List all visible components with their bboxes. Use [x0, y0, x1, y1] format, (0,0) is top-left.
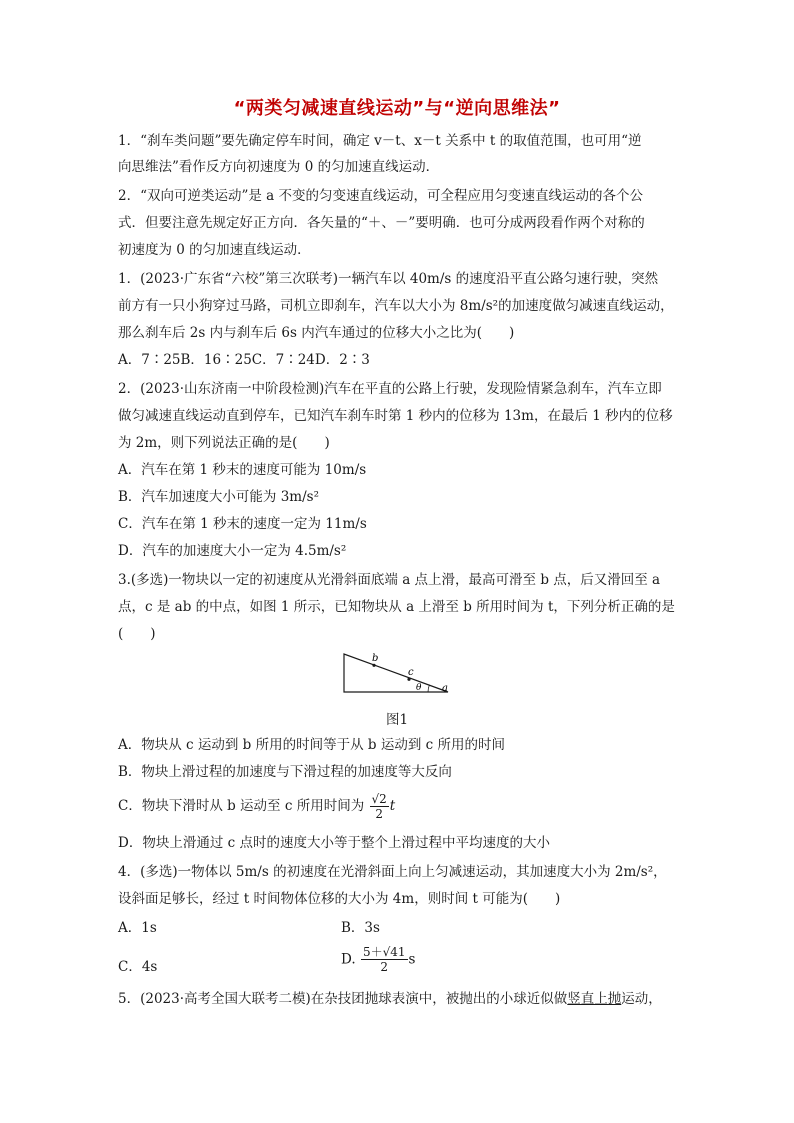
q4-line-1: 4．(多选)一物体以 5m/s 的初速度在光滑斜面上向上匀减速运动，其加速度大小为 2m/s²，: [118, 864, 667, 880]
q2-option-a: A．汽车在第 1 秒末的速度可能为 10m/s: [118, 462, 367, 478]
label-theta: θ: [416, 683, 422, 693]
q2-line-1: 2．(2023·山东济南一中阶段检测)汽车在平直的公路上行驶，发现险情紧急刹车，汽车立即: [118, 381, 662, 397]
q4-fraction-numerator: 5＋√41: [362, 945, 406, 959]
q3-line-1: 3.(多选)一物块以一定的初速度从光滑斜面底端 a 点上滑，最高可滑至 b 点，后又滑回至 a: [118, 572, 661, 588]
q3-line-3: ( ): [118, 626, 156, 642]
q5-prefix: 5．(2023·高考全国大联考二模)在杂技团抛球表演中，被抛出的小球近似做: [118, 991, 568, 1007]
q3-option-d: D．物块上滑通过 c 点时的速度大小等于整个上滑过程中平均速度的大小: [118, 835, 550, 851]
q1-line-1: 1．(2023·广东省“六校”第三次联考)一辆汽车以 40m/s 的速度沿平直公路匀速行驶，突然: [118, 271, 659, 287]
q4-line-2: 设斜面足够长，经过 t 时间物体位移的大小为 4m，则时间 t 可能为( ): [118, 891, 561, 907]
q4-fraction-denominator: 2: [380, 960, 389, 974]
point-b-dot: [372, 664, 375, 667]
page-title: “两类匀减速直线运动”与“逆向思维法”: [233, 98, 561, 119]
q4-option-d-prefix: D.: [341, 951, 356, 968]
note-1-line-2: 向思维法”看作反方向初速度为 0 的匀加速直线运动．: [118, 159, 440, 175]
incline-triangle: [344, 654, 448, 692]
q4-option-a: A．1s: [118, 920, 157, 936]
fraction-denominator: 2: [375, 807, 383, 821]
theta-arc: [428, 685, 430, 692]
q1-line-3: 那么刹车后 2s 内与刹车后 6s 内汽车通过的位移大小之比为( ): [118, 325, 515, 341]
q5-suffix: 运动，: [621, 991, 662, 1007]
incline-figure: [336, 650, 456, 694]
q4-option-d-unit: s: [408, 951, 416, 968]
q1-options: A．7∶25B．16∶25C．7∶24D．2∶3: [118, 352, 370, 368]
figure-caption: 图1: [385, 712, 409, 728]
label-a: a: [442, 683, 448, 694]
q3-option-a: A．物块从 c 运动到 b 所用的时间等于从 b 运动到 c 所用的时间: [118, 737, 505, 753]
label-c: c: [408, 667, 414, 678]
q2-option-b: B．汽车加速度大小可能为 3m/s²: [118, 489, 319, 505]
point-c-dot: [407, 678, 410, 681]
fraction-numerator: √2: [371, 792, 387, 806]
sqrt2-over-2-fraction: [370, 792, 389, 821]
q4-option-c: C．4s: [118, 959, 158, 975]
note-1-line-1: 1．“刹车类问题”要先确定停车时间，确定 v－t、x－t 关系中 t 的取值范围，也可用“逆: [118, 133, 642, 149]
q3-option-c-t: t: [389, 798, 396, 814]
q1-line-2: 前方有一只小狗穿过马路，司机立即刹车，汽车以大小为 8m/s²的加速度做匀减速直线运动，: [118, 298, 674, 314]
q4-option-d-fraction: [361, 945, 408, 974]
q3-line-2: 点，c 是 ab 的中点，如图 1 所示，已知物块从 a 上滑至 b 所用时间为 t，下列分析正确的是: [118, 599, 675, 615]
note-2-line-3: 初速度为 0 的匀加速直线运动．: [118, 242, 311, 258]
q4-option-d: [341, 945, 415, 974]
q2-line-2: 做匀减速直线运动直到停车，已知汽车刹车时第 1 秒内的位移为 13m，在最后 1 秒内的位移: [118, 408, 673, 424]
q3-option-c-text: C．物块下滑时从 b 运动至 c 所用时间为: [118, 798, 365, 814]
q3-option-b: B．物块上滑过程的加速度与下滑过程的加速度等大反向: [118, 764, 452, 780]
note-2-line-2: 式．但要注意先规定好正方向．各矢量的“＋、－”要明确．也可分成两段看作两个对称的: [118, 215, 645, 231]
q4-option-b: B．3s: [341, 920, 380, 936]
note-2-line-1: 2．“双向可逆类运动”是 a 不变的匀变速直线运动，可全程应用匀变速直线运动的各个公: [118, 188, 644, 204]
q5-underlined: 竖直上抛: [567, 991, 622, 1007]
q2-option-d: D．汽车的加速度大小一定为 4.5m/s²: [118, 543, 347, 559]
q5-line-1: [118, 990, 662, 1008]
label-b: b: [372, 653, 379, 664]
q2-line-3: 为 2m，则下列说法正确的是( ): [118, 435, 330, 451]
q3-option-c: [118, 792, 395, 821]
q2-option-c: C．汽车在第 1 秒末的速度一定为 11m/s: [118, 516, 367, 532]
